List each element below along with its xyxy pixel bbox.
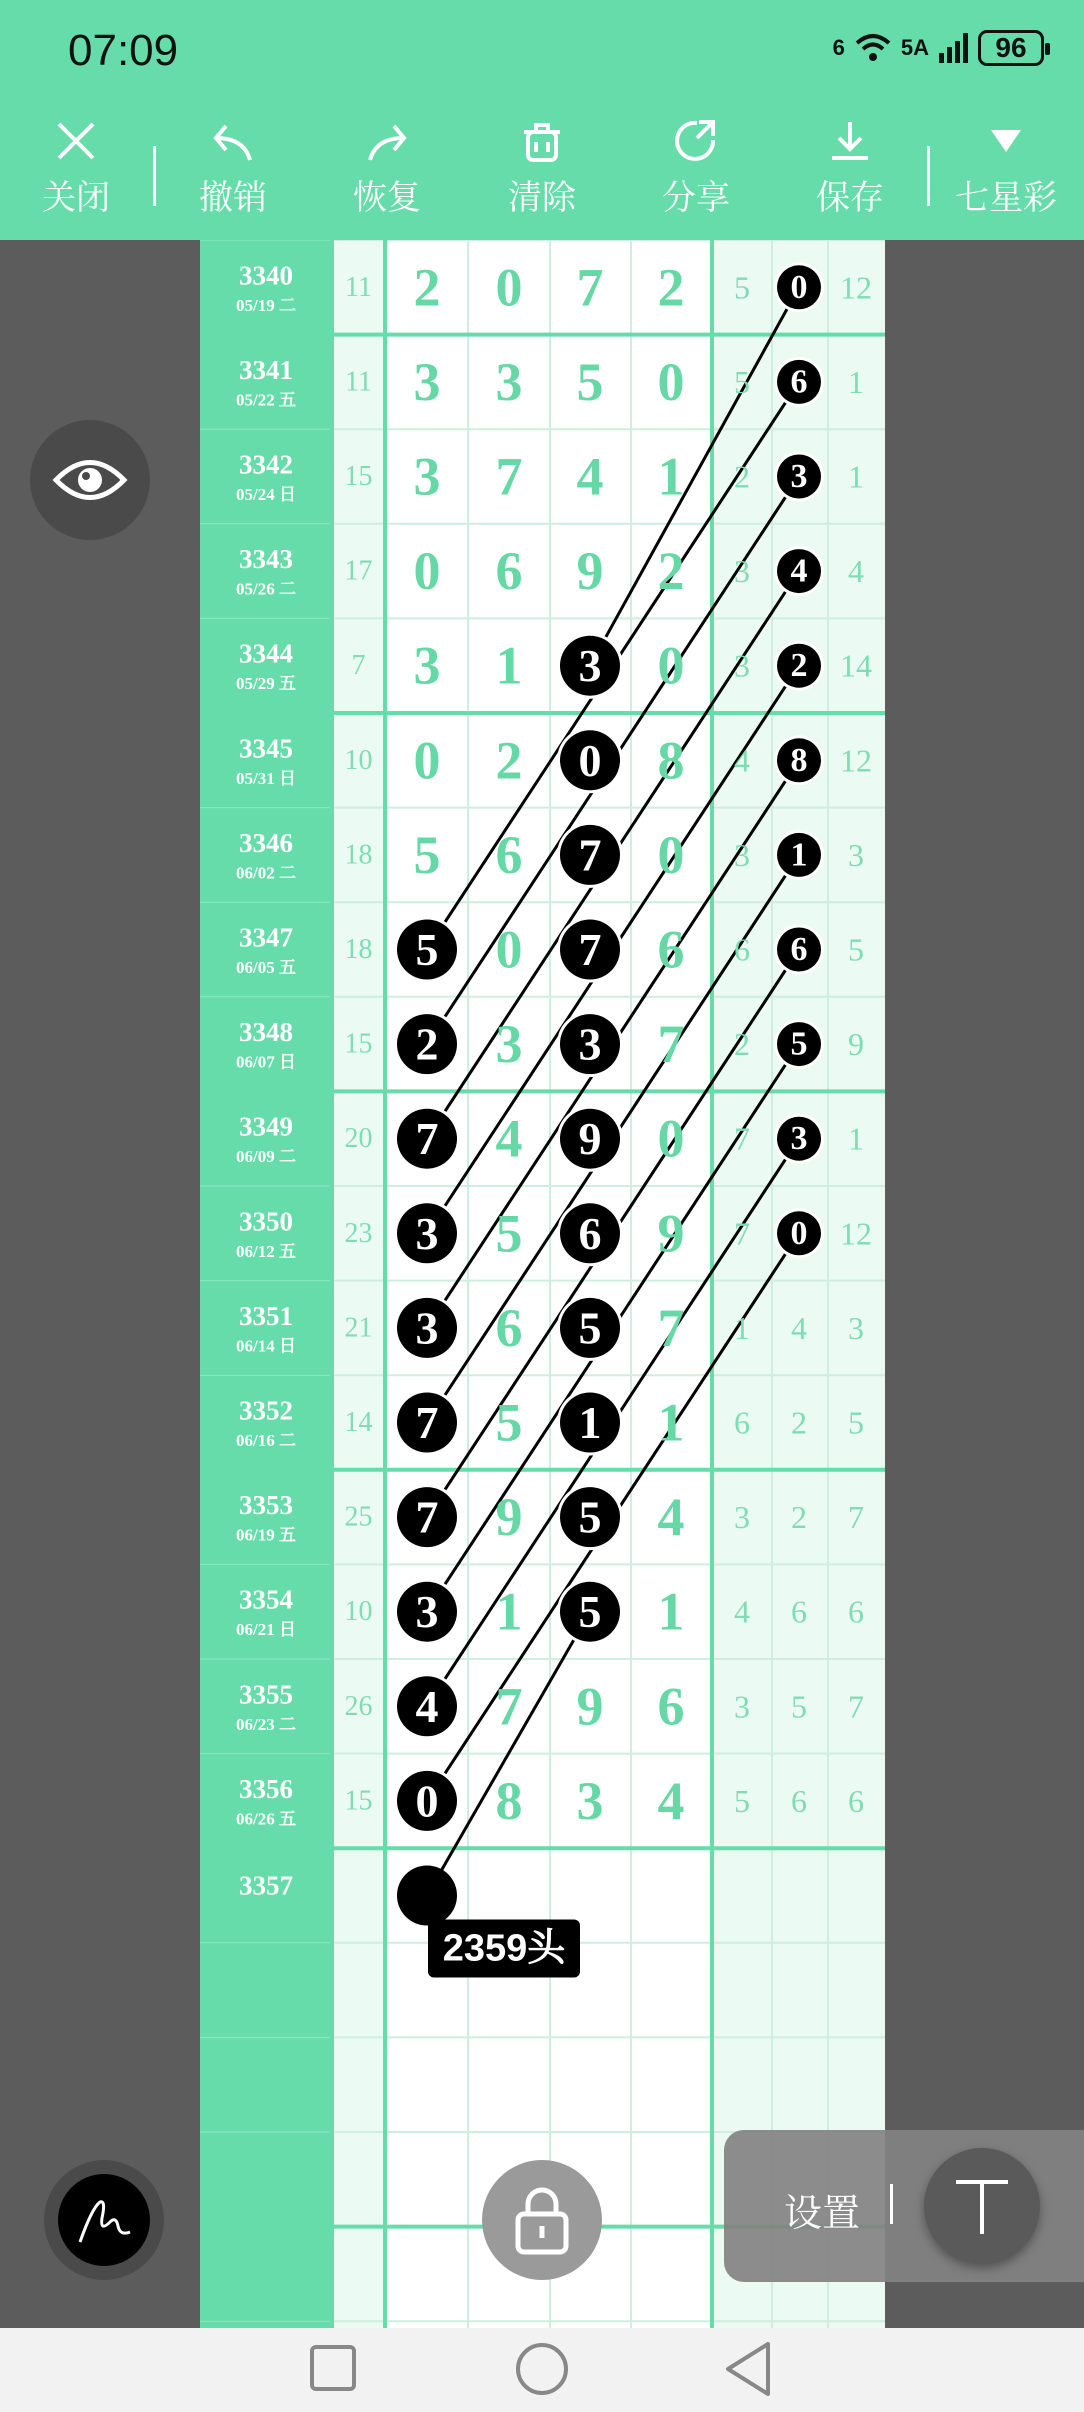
extra-cell: 6 <box>791 1593 807 1630</box>
marked-number: 3 <box>415 1302 439 1354</box>
issue-date: 05/19 二 <box>236 295 296 315</box>
sum-value: 15 <box>344 461 373 492</box>
extra-cell: 1 <box>734 1309 750 1346</box>
extra-cell: 1 <box>848 458 864 495</box>
extra-cell: 12 <box>840 1215 872 1252</box>
digit-cell: 8 <box>495 1770 523 1831</box>
status-icons <box>833 30 1044 66</box>
sum-value: 25 <box>344 1501 373 1533</box>
extra-cell: 6 <box>848 1782 864 1819</box>
sum-value: 18 <box>344 839 373 871</box>
digit-cell: 9 <box>576 1676 604 1737</box>
issue-number: 3353 <box>239 1490 293 1521</box>
network-5a-label: 5A <box>900 35 929 60</box>
marked-number: 7 <box>415 1397 439 1448</box>
marked-number: 3 <box>415 1207 439 1259</box>
digit-cell: 3 <box>495 351 523 412</box>
digit-cell: 5 <box>576 351 604 412</box>
lock-icon <box>512 2184 572 2256</box>
issue-date: 06/05 五 <box>236 958 296 977</box>
marked-number: 9 <box>578 1113 602 1165</box>
extra-cell: 1 <box>848 363 864 400</box>
sum-value: 21 <box>344 1312 373 1344</box>
digit-cell: 4 <box>495 1108 523 1169</box>
undo-button[interactable] <box>178 110 288 219</box>
digit-cell: 6 <box>657 1676 685 1737</box>
issue-number: 3351 <box>239 1300 293 1331</box>
toolbar-divider <box>927 146 930 206</box>
sum-value: 15 <box>344 1028 373 1060</box>
clear-button[interactable] <box>487 110 597 219</box>
digit-cell: 9 <box>576 541 604 602</box>
digit-cell: 8 <box>657 730 685 791</box>
prediction-label[interactable] <box>428 1920 580 1978</box>
extra-cell: 4 <box>848 553 864 590</box>
text-tool-button[interactable] <box>924 2148 1040 2264</box>
extra-cell: 14 <box>840 647 872 684</box>
issue-date: 06/09 二 <box>236 1147 296 1167</box>
eye-icon <box>52 455 128 505</box>
lottery-type-label: 七星彩 <box>955 179 1057 217</box>
close-button[interactable] <box>21 110 131 219</box>
issue-date: 06/19 五 <box>236 1525 296 1545</box>
wifi-icon <box>855 33 891 63</box>
issue-date: 06/02 二 <box>236 863 296 883</box>
extra-cell: 3 <box>734 1499 750 1536</box>
digit-cell: 2 <box>657 541 685 602</box>
marked-number: 2 <box>415 1018 439 1070</box>
issue-date: 06/26 五 <box>236 1809 296 1829</box>
extra-cell: 7 <box>734 1120 750 1157</box>
digit-cell: 7 <box>657 1297 685 1358</box>
extra-cell: 7 <box>848 1688 864 1725</box>
share-button[interactable] <box>641 110 751 219</box>
trash-icon <box>519 118 565 164</box>
share-label: 分享 <box>662 179 730 217</box>
marked-number: 3 <box>790 1120 808 1158</box>
extra-cell: 12 <box>840 742 872 779</box>
visibility-toggle-button[interactable] <box>30 420 150 540</box>
sum-value: 10 <box>344 1596 373 1628</box>
battery-level: 96 <box>995 32 1027 63</box>
digit-cell: 5 <box>495 1392 523 1453</box>
extra-cell: 6 <box>734 931 750 968</box>
close-icon <box>53 118 99 164</box>
issue-number: 3354 <box>239 1584 293 1615</box>
extra-cell: 7 <box>734 1215 750 1252</box>
issue-number: 3356 <box>239 1773 293 1804</box>
prediction-dot[interactable] <box>397 1866 457 1926</box>
download-icon <box>827 118 873 164</box>
extra-cell: 3 <box>734 1688 750 1725</box>
signal-icon <box>939 33 968 63</box>
issue-number: 3350 <box>239 1206 293 1237</box>
digit-cell: 9 <box>657 1203 685 1264</box>
digit-cell: 0 <box>657 635 685 696</box>
marked-number: 6 <box>790 363 808 401</box>
marked-number: 7 <box>578 924 602 975</box>
extra-cell: 12 <box>840 269 872 306</box>
marked-number: 3 <box>578 640 602 692</box>
digit-cell: 1 <box>495 635 523 696</box>
sum-value: 10 <box>344 744 373 776</box>
marked-number: 1 <box>790 836 808 874</box>
issue-date: 05/31 日 <box>236 768 296 788</box>
extra-cell: 3 <box>734 836 750 873</box>
top-bar <box>0 0 1084 240</box>
digit-cell: 7 <box>657 1014 685 1075</box>
extra-cell: 4 <box>734 1593 750 1630</box>
issue-date: 06/07 日 <box>236 1052 296 1072</box>
digit-cell: 0 <box>495 257 523 318</box>
undo-label: 撤销 <box>199 179 267 217</box>
extra-cell: 6 <box>734 1404 750 1441</box>
digit-cell: 0 <box>495 919 523 980</box>
battery-icon <box>978 30 1044 66</box>
settings-button[interactable]: 设置 <box>784 2193 861 2235</box>
extra-cell: 3 <box>734 647 750 684</box>
marked-number: 7 <box>578 829 602 881</box>
extra-cell: 5 <box>848 1404 864 1441</box>
extra-cell: 2 <box>791 1499 807 1536</box>
recent-apps-button[interactable] <box>310 2345 356 2391</box>
sum-value: 26 <box>344 1690 373 1722</box>
extra-cell: 6 <box>791 1782 807 1819</box>
issue-number: 3342 <box>239 449 293 480</box>
lottery-type-button[interactable] <box>951 110 1061 219</box>
extra-cell: 7 <box>848 1499 864 1536</box>
undo-icon <box>210 118 256 164</box>
digit-cell: 0 <box>657 1108 685 1169</box>
prediction-text: 2359头 <box>442 1927 566 1970</box>
issue-number: 3345 <box>239 733 293 764</box>
extra-cell: 5 <box>791 1688 807 1725</box>
digit-cell: 6 <box>495 541 523 602</box>
sum-value: 18 <box>344 934 373 965</box>
issue-date: 06/21 日 <box>236 1620 296 1640</box>
digit-cell: 3 <box>413 446 441 507</box>
digit-cell: 2 <box>413 257 441 318</box>
digit-cell: 4 <box>657 1770 685 1831</box>
settings-panel <box>724 2130 1084 2282</box>
issue-number: 3343 <box>239 544 293 575</box>
digit-cell: 4 <box>657 1487 685 1548</box>
save-button[interactable] <box>795 110 905 219</box>
sum-value: 7 <box>351 650 366 682</box>
digit-cell: 2 <box>495 730 523 791</box>
extra-cell: 4 <box>791 1309 807 1346</box>
marked-number: 2 <box>790 647 808 685</box>
marked-number: 0 <box>790 1214 808 1252</box>
digit-cell: 7 <box>495 1676 523 1737</box>
issue-number: 3347 <box>239 922 293 953</box>
issue-number: 3348 <box>239 1017 293 1048</box>
redo-label: 恢复 <box>353 179 421 217</box>
marked-number: 4 <box>415 1680 439 1732</box>
issue-date: 06/23 二 <box>236 1714 296 1734</box>
issue-number: 3341 <box>239 354 293 385</box>
text-t-icon <box>952 2176 1012 2236</box>
back-button[interactable] <box>722 2340 774 2398</box>
digit-cell: 0 <box>657 351 685 412</box>
extra-cell: 5 <box>848 931 864 968</box>
digit-cell: 4 <box>576 446 604 507</box>
digit-cell: 5 <box>495 1203 523 1264</box>
issue-date: 05/29 五 <box>236 674 296 694</box>
extra-cell: 5 <box>734 363 750 400</box>
marked-number: 6 <box>790 931 808 968</box>
share-icon <box>673 118 719 164</box>
marked-number: 7 <box>415 1113 439 1165</box>
network-6g-label: 6 <box>832 35 845 60</box>
sum-value: 14 <box>344 1407 373 1438</box>
issue-number: 3346 <box>239 827 293 858</box>
marked-number: 0 <box>578 734 602 786</box>
marked-number: 5 <box>578 1491 602 1543</box>
home-button[interactable] <box>516 2343 568 2395</box>
extra-cell: 6 <box>848 1593 864 1630</box>
save-label: 保存 <box>816 179 884 217</box>
status-time: 07:09 <box>68 26 179 75</box>
issue-number: 3349 <box>239 1111 293 1142</box>
sum-value: 23 <box>344 1217 373 1249</box>
marked-number: 8 <box>790 741 808 779</box>
digit-cell: 1 <box>657 1581 685 1642</box>
sum-value: 11 <box>345 271 372 303</box>
marked-number: 3 <box>578 1018 602 1070</box>
clear-label: 清除 <box>508 179 576 217</box>
issue-date: 05/26 二 <box>236 579 296 599</box>
extra-cell: 2 <box>791 1404 807 1441</box>
extra-cell: 3 <box>848 836 864 873</box>
marked-number: 3 <box>415 1586 439 1638</box>
issue-number: 3355 <box>239 1679 293 1710</box>
digit-cell: 3 <box>413 635 441 696</box>
issue-date: 05/22 五 <box>236 390 296 410</box>
extra-cell: 3 <box>848 1309 864 1346</box>
sum-value: 15 <box>344 1785 373 1817</box>
extra-cell: 9 <box>848 1026 864 1063</box>
toolbar-divider <box>153 146 156 206</box>
digit-cell: 3 <box>495 1014 523 1075</box>
issue-number: 3340 <box>239 260 293 291</box>
digit-cell: 1 <box>495 1581 523 1642</box>
digit-cell: 5 <box>413 824 441 885</box>
digit-cell: 7 <box>576 257 604 318</box>
sum-value: 11 <box>345 366 372 398</box>
digit-cell: 3 <box>576 1770 604 1831</box>
redo-button[interactable] <box>332 110 442 219</box>
settings-divider <box>890 2184 893 2224</box>
digit-cell: 0 <box>657 824 685 885</box>
extra-cell: 2 <box>734 458 750 495</box>
triangle-down-icon <box>983 118 1029 164</box>
extra-cell: 4 <box>734 742 750 779</box>
digit-cell: 6 <box>495 1297 523 1358</box>
digit-cell: 9 <box>495 1487 523 1548</box>
digit-cell: 7 <box>495 446 523 507</box>
digit-cell: 3 <box>413 351 441 412</box>
marked-number: 3 <box>790 458 808 495</box>
marked-number: 5 <box>790 1025 808 1063</box>
marked-number: 4 <box>790 552 808 590</box>
marked-number: 1 <box>578 1397 602 1448</box>
extra-cell: 5 <box>734 269 750 306</box>
digit-cell: 0 <box>413 730 441 791</box>
marked-number: 5 <box>578 1302 602 1354</box>
digit-cell: 1 <box>657 1392 685 1453</box>
lock-button[interactable] <box>482 2160 602 2280</box>
pen-scribble-icon <box>72 2188 136 2252</box>
issue-date: 06/14 日 <box>236 1336 296 1356</box>
digit-cell: 1 <box>657 446 685 507</box>
marked-number: 0 <box>790 268 808 306</box>
issue-date: 05/24 日 <box>236 485 296 504</box>
sum-value: 20 <box>344 1123 373 1155</box>
issue-date: 06/12 五 <box>236 1241 296 1261</box>
extra-cell: 3 <box>734 553 750 590</box>
digit-cell: 0 <box>413 541 441 602</box>
marked-number: 5 <box>578 1586 602 1638</box>
digit-cell: 6 <box>657 919 685 980</box>
extra-cell: 2 <box>734 1026 750 1063</box>
marked-number: 7 <box>415 1491 439 1543</box>
issue-date: 06/16 二 <box>236 1431 296 1450</box>
issue-number: 3344 <box>239 638 293 669</box>
issue-number: 3352 <box>239 1395 293 1426</box>
issue-number: 3357 <box>239 1870 293 1901</box>
close-label: 关闭 <box>42 179 110 217</box>
digit-cell: 2 <box>657 257 685 318</box>
sum-value: 17 <box>344 555 373 587</box>
draw-pen-button[interactable] <box>44 2160 164 2280</box>
digit-cell: 6 <box>495 824 523 885</box>
marked-number: 6 <box>578 1207 602 1259</box>
marked-number: 0 <box>415 1775 439 1827</box>
extra-cell: 1 <box>848 1120 864 1157</box>
redo-icon <box>364 118 410 164</box>
extra-cell: 5 <box>734 1782 750 1819</box>
trend-chart[interactable] <box>0 240 1084 2328</box>
toolbar <box>0 110 1084 240</box>
marked-number: 5 <box>415 924 439 975</box>
